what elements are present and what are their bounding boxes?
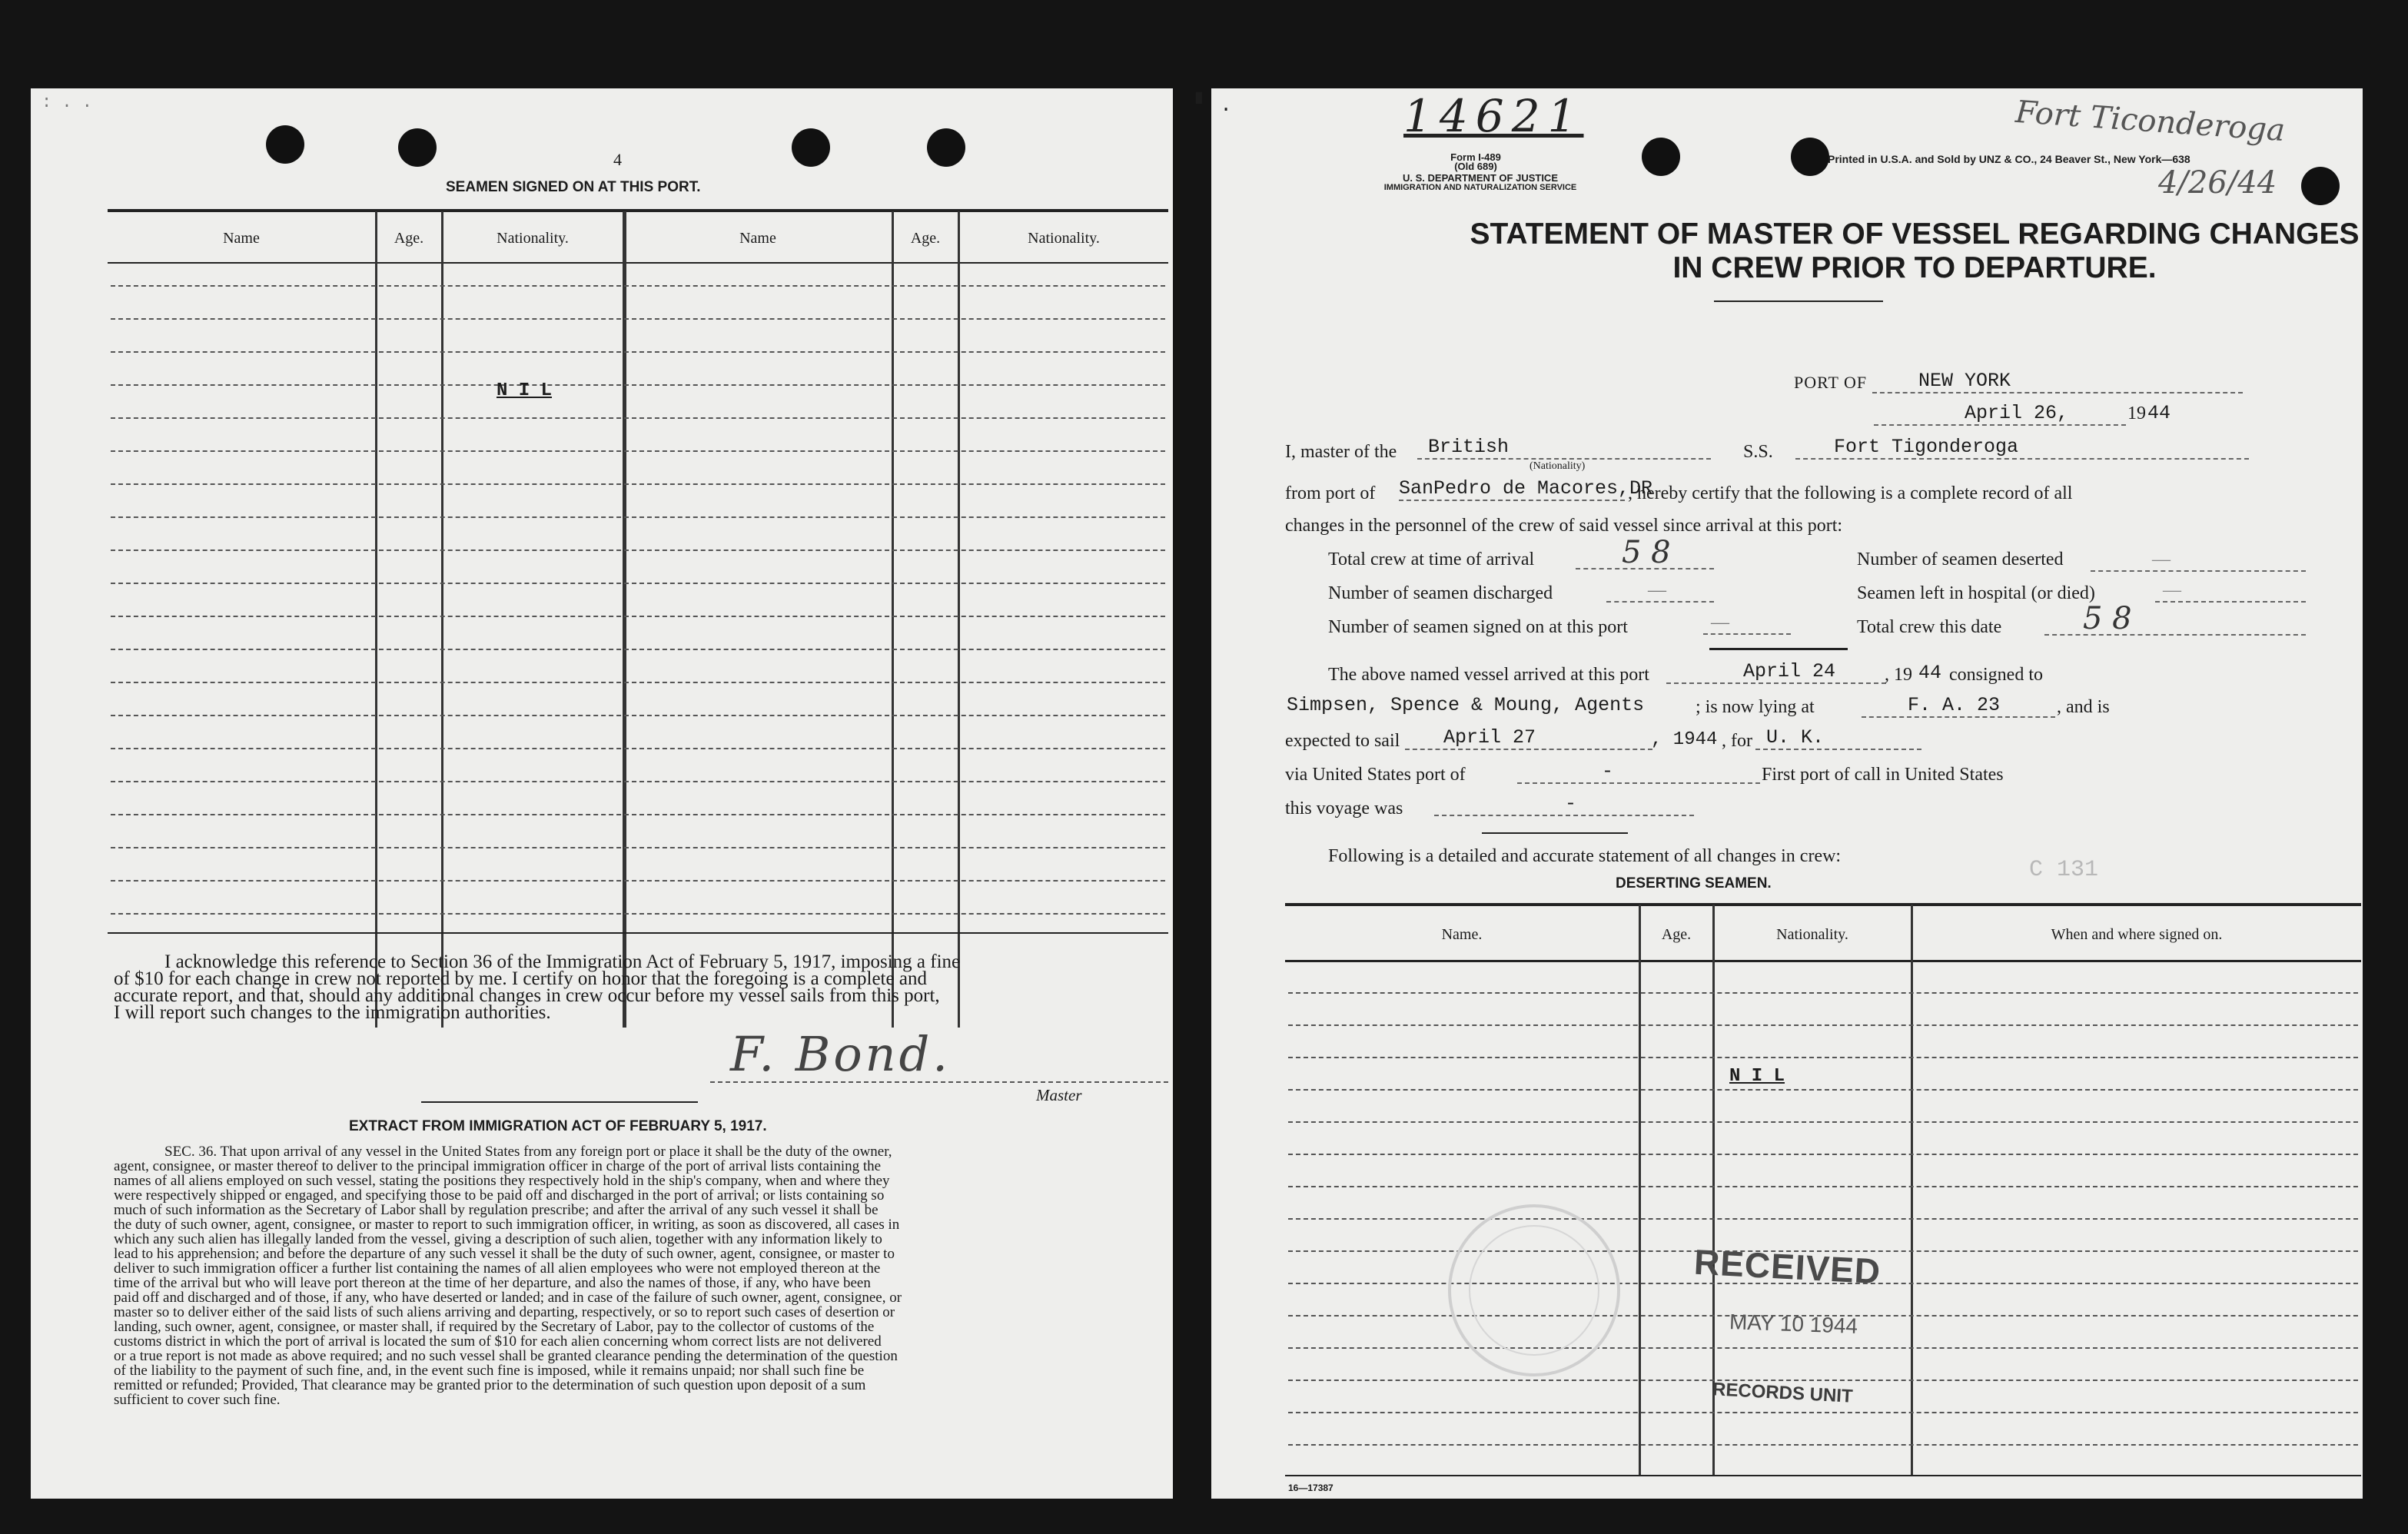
- extract-line: deliver to such immigration officer a further list containing the names of all alien employees who were not employed thereon at the: [114, 1260, 881, 1277]
- col-header-name: Name.: [1441, 926, 1483, 943]
- table-row-line: [111, 913, 1165, 915]
- col-header-nationality: Nationality.: [1776, 926, 1848, 943]
- extract-line: SEC. 36. That upon arrival of any vessel in the United States from any foreign port or place it shall be the duty of the owner,: [164, 1144, 892, 1160]
- table-row-line: [111, 583, 1165, 584]
- table-bottom-rule: [1285, 1475, 2361, 1476]
- stamp-unit: RECORDS UNIT: [1712, 1379, 1854, 1407]
- form-title: [1403, 217, 2408, 285]
- arrived-label: The above named vessel arrived at this port: [1328, 665, 1649, 685]
- signature-label: Master: [1036, 1086, 1082, 1104]
- master-signature: F. Bond.: [730, 1026, 951, 1082]
- extract-line: of the liability to the payment of such fine, and, in the event such fine is imposed, while it remains unpaid; nor shall such fine be: [114, 1363, 865, 1379]
- total-crew-today-label: Total crew this date: [1857, 617, 2002, 637]
- file-number: 14621: [1403, 90, 1584, 142]
- page-number: 4: [613, 150, 622, 169]
- sail-year: , 1944: [1651, 729, 1718, 750]
- form-title-line: IN CREW PRIOR TO DEPARTURE.: [1672, 251, 2157, 284]
- form-number: Form I-489: [1450, 151, 1501, 163]
- extract-line: were respectively shipped or engaged, and specifying those to be paid off and discharged in the port of arrival; or lists containing so: [114, 1187, 885, 1204]
- extract-line: much of such information as the Secretary of Labor shall by regulation prescribe; and after the arrival of any such vessel it shall be: [114, 1202, 879, 1218]
- deserted-value: —: [2091, 550, 2306, 572]
- form-old-number: (Old 689): [1454, 161, 1497, 172]
- table-row-line: [1288, 1380, 2358, 1381]
- changes-text: changes in the personnel of the crew of said vessel since arrival at this port:: [1285, 516, 1843, 536]
- signed-on-label: Number of seamen signed on at this port: [1328, 617, 1628, 637]
- master-label: I, master of the: [1285, 442, 1397, 462]
- short-rule: [1482, 832, 1628, 834]
- punch-hole: [1642, 138, 1680, 176]
- punch-hole: [398, 128, 437, 167]
- voyage-label: this voyage was: [1285, 799, 1403, 818]
- discharged-label: Number of seamen discharged: [1328, 583, 1553, 603]
- consignee-value: Simpsen, Spence & Moung, Agents: [1287, 694, 1645, 716]
- table-header-rule: [1285, 960, 2361, 962]
- and-is: , and is: [2057, 697, 2110, 717]
- hospital-value: —: [2155, 580, 2306, 603]
- col-header-age: Age.: [910, 230, 941, 247]
- sail-value: April 27: [1405, 726, 1652, 750]
- table-row-line: [111, 649, 1165, 650]
- punch-hole: [2301, 167, 2340, 205]
- first-port-label: First port of call in United States: [1762, 765, 2004, 785]
- punch-hole: [927, 128, 965, 167]
- col-header-age: Age.: [394, 230, 424, 247]
- table-column-rule: [441, 211, 443, 1028]
- table-row-line: [111, 550, 1165, 551]
- punch-hole: [1791, 138, 1829, 176]
- form-number-block: [1437, 153, 1514, 171]
- department: U. S. DEPARTMENT OF JUSTICE: [1403, 172, 1558, 184]
- table-column-rule: [1911, 905, 1913, 1475]
- extract-title: EXTRACT FROM IMMIGRATION ACT OF FEBRUARY 5, 1917.: [349, 1118, 767, 1134]
- faint-circle-stamp: [1211, 88, 1212, 89]
- table-row-line: [1288, 1218, 2358, 1220]
- extract-line: master so to deliver either of the said lists of such aliens arriving and departing, respectively, or so to report such cases of desertion or: [114, 1304, 895, 1320]
- punch-hole: [792, 128, 830, 167]
- table-row-line: [111, 814, 1165, 815]
- department-block: [1342, 173, 1619, 193]
- table-row-line: [111, 781, 1165, 782]
- table-row-line: [111, 616, 1165, 617]
- table-row-line: [111, 880, 1165, 882]
- short-rule: [1709, 648, 1848, 650]
- extract-line: lead to his apprehension; and before the departure of any such vessel it shall be the duty of such owner, agent, consignee, or master to: [114, 1246, 895, 1262]
- port-label: PORT OF: [1794, 373, 1868, 392]
- nationality-value: British: [1417, 436, 1711, 460]
- arrived-year: 44: [1918, 662, 1942, 684]
- table-row-line: [1288, 1444, 2358, 1446]
- table-row-line: [111, 748, 1165, 749]
- table-row-line: [111, 384, 1165, 386]
- left-page: [31, 88, 1173, 1499]
- table-top-rule: [108, 209, 1168, 212]
- table-row-line: [1288, 1024, 2358, 1026]
- table-bottom-rule: [108, 932, 1168, 934]
- extract-line: remitted or refunded; Provided, That clearance may be granted prior to the determination of such question upon deposit of a sum: [114, 1377, 866, 1393]
- table-row-line: [111, 318, 1165, 320]
- lying-label: ; is now lying at: [1696, 697, 1815, 717]
- year-value: 44: [2147, 402, 2171, 424]
- table-row-line: [1288, 1089, 2358, 1091]
- lying-value: F. A. 23: [1862, 694, 2055, 718]
- section-title: SEAMEN SIGNED ON AT THIS PORT.: [446, 179, 701, 195]
- faint-stamp: C 131: [2029, 857, 2099, 883]
- handwritten-ship-name: Fort Ticonderoga: [2014, 94, 2287, 149]
- table-row-line: [111, 417, 1165, 419]
- consigned-label: consigned to: [1949, 665, 2043, 685]
- acknowledgement: [114, 951, 961, 1023]
- vessel-value: Fort Tigonderoga: [1795, 436, 2249, 460]
- table-row-line: [111, 450, 1165, 452]
- signed-on-value: —: [1703, 613, 1791, 635]
- punch-hole: [266, 125, 304, 164]
- signature-line: [710, 1081, 1168, 1083]
- voyage-value: -: [1434, 792, 1694, 816]
- table-top-rule: [1285, 903, 2361, 906]
- col-header-name: Name: [739, 230, 776, 247]
- table-row-line: [111, 715, 1165, 716]
- port-value: NEW YORK: [1872, 370, 2243, 393]
- extract-line: time of the arrival but who will leave port thereon at the time of her departure, and also the names of those, if any, who have been: [114, 1275, 871, 1291]
- hospital-label: Seamen left in hospital (or died): [1857, 583, 2095, 603]
- acknowledgement-line: of $10 for each change in crew not reported by me. I certify on honor that the foregoing is a complete and: [114, 968, 927, 989]
- col-header-signed-on: When and where signed on.: [2051, 926, 2223, 943]
- table-row-line: [1288, 1347, 2358, 1349]
- short-rule: [421, 1101, 698, 1103]
- following-text: Following is a detailed and accurate statement of all changes in crew:: [1328, 846, 1842, 866]
- table-row-line: [1288, 1186, 2358, 1187]
- acknowledgement-line: I will report such changes to the immigration authorities.: [114, 1002, 551, 1023]
- table-column-rule: [375, 211, 377, 1028]
- discharged-value: —: [1606, 580, 1714, 603]
- arrived-value: April 24: [1666, 660, 1886, 684]
- form-code: 16—17387: [1288, 1483, 1334, 1493]
- table-row-line: [1288, 992, 2358, 994]
- title-rule: [1714, 300, 1883, 302]
- for-value: U. K.: [1755, 726, 1921, 750]
- table-row-line: [111, 516, 1165, 518]
- table-row-line: [111, 285, 1165, 287]
- service: IMMIGRATION AND NATURALIZATION SERVICE: [1383, 183, 1577, 192]
- extract-line: agent, consignee, or master thereof to deliver to the principal immigration officer in charge of the port of arrival lists containing the: [114, 1158, 882, 1174]
- extract-line: landing, such owner, agent, consignee, or master shall, if required by the Secretary of Labor, pay to the collector of customs of the: [114, 1319, 875, 1335]
- extract-line: paid off and discharged and of those, if any, who have deserted or landed; and in case of the failure of such owner, agent, consignee, or: [114, 1290, 902, 1306]
- arrived-year-prefix: , 19: [1885, 665, 1912, 685]
- table-row-line: [111, 483, 1165, 485]
- printer-notice: Printed in U.S.A. and Sold by UNZ & CO., 24 Beaver St., New York—638: [1828, 153, 2190, 165]
- col-header-nationality: Nationality.: [497, 230, 569, 247]
- table-row-line: [111, 351, 1165, 353]
- table-column-rule: [892, 211, 894, 1028]
- table-row-line: [1288, 1412, 2358, 1413]
- from-port-value: SanPedro de Macores,DR: [1399, 477, 1653, 500]
- for-label: , for: [1722, 731, 1752, 751]
- table-column-rule: [1639, 905, 1641, 1475]
- col-header-nationality: Nationality.: [1028, 230, 1100, 247]
- ss-label: S.S.: [1743, 442, 1773, 462]
- nil-entry: N I L: [1729, 1066, 1785, 1087]
- acknowledgement-line: accurate report, and that, should any additional changes in crew occur before my vessel sails from this port,: [114, 985, 940, 1006]
- stamp-date: MAY 10 1944: [1729, 1310, 1858, 1338]
- extract-line: sufficient to cover such fine.: [114, 1392, 281, 1408]
- nil-entry: N I L: [497, 380, 553, 401]
- acknowledgement-line: I acknowledge this reference to Section 36 of the Immigration Act of February 5, 1917, imposing a fine: [164, 951, 961, 972]
- form-title-line: STATEMENT OF MASTER OF VESSEL REGARDING CHANGES: [1470, 217, 2360, 251]
- extract-text: [114, 1144, 902, 1407]
- extract-line: or a true report is not made as above required; and no such vessel shall be granted clearance pending the determination of the question: [114, 1348, 898, 1364]
- total-crew-arrival-value: 5 8: [1576, 537, 1714, 569]
- extract-line: customs district in which the port of arrival is located the sum of $10 for each alien concerning whom correct lists are not delivered: [114, 1333, 882, 1350]
- handwritten-date: 4/26/44: [2158, 165, 2277, 201]
- table-row-line: [1288, 1057, 2358, 1058]
- via-value: -: [1517, 760, 1760, 784]
- date-value: April 26,: [1874, 402, 2126, 426]
- via-label: via United States port of: [1285, 765, 1466, 785]
- extract-line: the duty of such owner, agent, consignee, or master to report to such immigration officer, in writing, as soon as discovered, all cases in: [114, 1217, 900, 1233]
- table-row-line: [1288, 1121, 2358, 1123]
- deserting-title: DESERTING SEAMEN.: [1616, 875, 1772, 892]
- sail-label: expected to sail: [1285, 731, 1400, 751]
- extract-line: which any such alien has illegally landed from the vessel, giving a description of such alien, together with any information likely to: [114, 1231, 882, 1247]
- table-row-line: [111, 847, 1165, 848]
- stamp-received: RECEIVED: [1692, 1241, 1882, 1292]
- table-row-line: [1288, 1154, 2358, 1155]
- col-header-age: Age.: [1661, 926, 1692, 943]
- deserted-label: Number of seamen deserted: [1857, 550, 2064, 569]
- year-prefix: 19: [2127, 403, 2146, 423]
- table-header-rule: [108, 262, 1168, 264]
- nationality-caption: (Nationality): [1529, 460, 1586, 472]
- margin-mark: : . .: [42, 93, 93, 112]
- col-header-name: Name: [223, 230, 260, 247]
- table-column-rule: [623, 211, 626, 1028]
- margin-mark: ▘ .: [1196, 94, 1232, 117]
- total-crew-today-value: 5 8: [2044, 603, 2306, 636]
- right-page: [1196, 88, 2363, 1499]
- from-port-label: from port of: [1285, 483, 1376, 503]
- table-row-line: [111, 682, 1165, 683]
- table-column-rule: [958, 211, 960, 1028]
- extract-line: names of all aliens employed on such vessel, stating the positions they respectively hold in the ship's company, when and where they: [114, 1173, 890, 1189]
- certify-text: , hereby certify that the following is a complete record of all: [1628, 483, 2073, 503]
- total-crew-arrival-label: Total crew at time of arrival: [1328, 550, 1535, 569]
